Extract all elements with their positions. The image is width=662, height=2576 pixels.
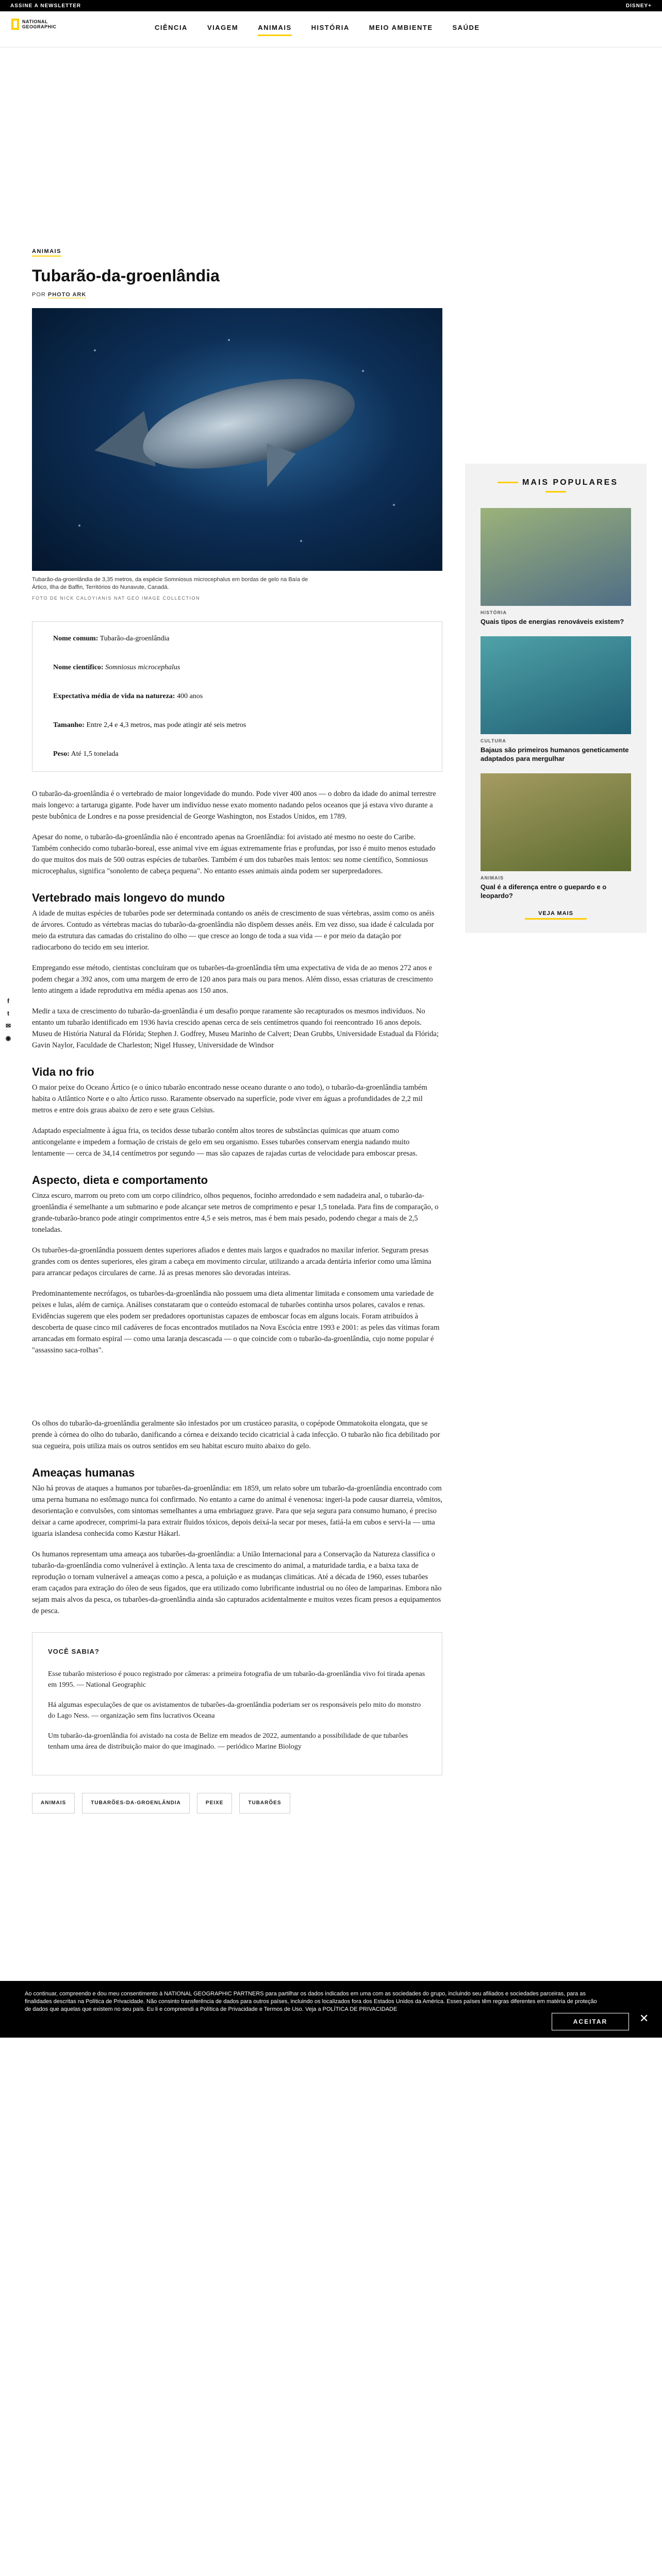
popular-item-category: ANIMAIS xyxy=(481,875,504,880)
byline xyxy=(32,292,442,298)
paragraph: Medir a taxa de crescimento do tubarão-da-groenlândia é um desafio porque raramente são recapturados os mesmos indivíduos. No entanto um tubarão identificado em 1936 havia crescido apenas cerca de seis centímetros quando foi reencontrado 16 anos depois. Museu de História Natural da Flórida; Stephen J. Godfrey, Museu Marinho de Calvert; Dean Grubbs, Universidade Estadual da Flórida; Gavin Naylor, Faculdade de Charleston; Nigel Hussey, Universidade de Windsor xyxy=(32,1007,439,1049)
email-icon[interactable]: ✉ xyxy=(5,1022,11,1029)
paragraph: Os humanos representam uma ameaça aos tubarões-da-groenlândia: a União Internacional para a Conservação da Natureza classifica o tubarão-da-groenlândia como vulnerável à extinção. A lenta taxa de crescimento do animal, a maturidade tardia, e a baixa taxa de reprodução o tornam vulnerável a ameaças como a pesca, a poluição e as mudanças climáticas. Até a década de 1960, esses tubarões eram caçados para extração do óleo de seus fígados, que era utilizado como lubrificante industrial ou no óleo de lamparinas. Embora não sejam mais alvos da pesca, os tubarões-da-groenlândia ainda são capturados acidentalmente e muitos vezes ficam presos a equipamentos de pesca. xyxy=(32,1550,442,1615)
nav-meio-ambiente[interactable]: MEIO AMBIENTE xyxy=(369,24,433,31)
shark-body-shape xyxy=(135,364,362,484)
tag-tubaroes[interactable]: TUBARÕES xyxy=(239,1793,290,1814)
section-heading: Vertebrado mais longevo do mundo xyxy=(32,891,225,904)
popular-item-category: CULTURA xyxy=(481,738,506,743)
tag-animais[interactable]: ANIMAIS xyxy=(32,1793,75,1814)
article-body xyxy=(32,788,442,1814)
did-you-know-item: Um tubarão-da-groenlândia foi avistado na costa de Belize em meados de 2022, aumentando a possibilidade de que tubarões tenham uma área de distribuição maior do que imaginado. — periódico Marine Biology xyxy=(48,1732,408,1751)
fact-lifespan xyxy=(53,692,429,701)
fact-label: Nome científico: xyxy=(53,664,104,671)
twitter-icon[interactable]: t xyxy=(7,1010,9,1017)
nav-historia[interactable]: HISTÓRIA xyxy=(311,24,350,31)
paragraph: Não há provas de ataques a humanos por tubarões-da-groenlândia: em 1859, um relato sobre um tubarão-da-groenlândia encontrado com uma perna humana no estômago nunca foi confirmado. No entanto a carne do animal é venenosa: ingeri-la pode causar diarreia, vômitos, desorientação e convulsões, com sintomas semelhantes a uma embriaguez grave. Para que seja segura para consumo humano, é preciso deixar a carne apodrecer, comprimi-la para extrair fluidos tóxicos, depois deixá-la secar por meses, fatiá-la em cubos e servi-la — uma iguaria islandesa conhecida como Kæstur Hákarl. xyxy=(32,1484,442,1538)
logo-line2: GEOGRAPHIC xyxy=(22,24,57,29)
popular-item-category: HISTÓRIA xyxy=(481,610,507,615)
fact-common-name xyxy=(53,634,429,643)
nav-viagem[interactable]: VIAGEM xyxy=(207,24,239,31)
article xyxy=(32,246,442,1814)
particle xyxy=(393,504,395,506)
paragraph: Os tubarões-da-groenlândia possuem dentes superiores afiados e dentes mais largos e quadrados no maxilar inferior. Seguram presas grandes com os dentes superiores, eles giram a cabeça em movimento circular, utilizando a arcada dentária inferior como uma lâmina para arrancar pedaços circulares de carne. Já as presas menores são devoradas inteiras. xyxy=(32,1246,432,1277)
facebook-icon[interactable]: f xyxy=(7,997,9,1005)
popular-item[interactable] xyxy=(481,636,631,763)
logo-line1: NATIONAL xyxy=(22,19,48,24)
paragraph: Apesar do nome, o tubarão-da-groenlândia não é encontrado apenas na Groenlândia: foi avistado até mesmo no oeste do Caribe. Também conhecido como tubarão-boreal, esse animal vive em águas extremamente frias e profundas, por isso é muito menos estudado do que muitos dos mais de 500 outras espécies de tubarões. Também é um dos tubarões mais lentos: seu nome científico, Somniosus microcephalus, significa "sonolento de cabeça pequena". No entanto esses animais ainda podem ser superpredadores. xyxy=(32,833,436,875)
yellow-frame-icon xyxy=(11,19,19,30)
disney-link[interactable]: DISNEY+ xyxy=(625,3,652,9)
cookie-banner xyxy=(0,1981,662,2038)
hero-image xyxy=(32,308,442,571)
nav-animais[interactable]: ANIMAIS xyxy=(258,24,291,36)
article-kicker[interactable]: ANIMAIS xyxy=(32,248,61,257)
particle xyxy=(228,339,230,341)
section-heading: Vida no frio xyxy=(32,1065,94,1078)
did-you-know-item: Esse tubarão misterioso é pouco registrado por câmeras: a primeira fotografia de um tubarão-da-groenlândia vivo foi tirada apenas em 1995. — National Geographic xyxy=(48,1670,425,1689)
fact-label: Nome comum: xyxy=(53,635,98,642)
particle xyxy=(362,370,364,372)
sidebar-title: MAIS POPULARES xyxy=(481,478,631,497)
fact-label: Expectativa média de vida na natureza: xyxy=(53,692,175,700)
fact-label: Tamanho: xyxy=(53,721,85,729)
popular-item-image[interactable] xyxy=(481,636,631,734)
fact-scientific-name xyxy=(53,663,429,672)
nav-saude[interactable]: SAÚDE xyxy=(452,24,480,31)
newsletter-link[interactable]: ASSINE A NEWSLETTER xyxy=(10,3,81,9)
ad-slot xyxy=(0,48,662,244)
photo-credit: FOTO DE NICK CALOYIANIS NAT GEO IMAGE COLLECTION xyxy=(32,596,201,601)
particle xyxy=(300,540,302,542)
did-you-know-title: VOCÊ SABIA? xyxy=(48,1648,100,1655)
fact-value: Somniosus microcephalus xyxy=(105,664,180,671)
popular-item-title[interactable]: Quais tipos de energias renováveis existem? xyxy=(481,618,624,625)
did-you-know-box xyxy=(32,1632,442,1775)
did-you-know-item: Há algumas especulações de que os avistamentos de tubarões-da-groenlândia poderiam ser os responsáveis pelo mito do monstro do Lago Ness. — organização sem fins lucrativos Oceana xyxy=(48,1701,421,1720)
particle xyxy=(94,349,96,351)
paragraph: Adaptado especialmente à água fria, os tecidos desse tubarão contêm altos teores de substâncias químicas que atuam como anticongelante e impedem a formação de cristais de gelo em seu organismo. Esses tubarões conservam energia nadando muito lentamente — cerca de 34,14 centímetros por segundo — mas são capazes de rajadas curtas de velocidade para emboscar presas. xyxy=(32,1127,418,1158)
natgeo-logo[interactable] xyxy=(11,19,57,30)
popular-item[interactable] xyxy=(481,508,631,626)
article-title: Tubarão-da-groenlândia xyxy=(32,266,220,285)
particle xyxy=(78,524,80,527)
paragraph: Os olhos do tubarão-da-groenlândia geralmente são infestados por um crustáceo parasita, o copépode Ommatokoita elongata, que se prende à córnea do olho do tubarão, danificando a córnea e deixando tecido cicatricial à cada infecção. O tubarão não fica debilitado por sua cegueira, pois utiliza mais os outros sentidos em seu habitat escuro muito abaixo do gelo. xyxy=(32,1419,440,1450)
fact-value: Entre 2,4 e 4,3 metros, mas pode atingir até seis metros xyxy=(86,721,246,729)
top-utility-bar xyxy=(0,0,662,11)
paragraph: Cinza escuro, marrom ou preto com um corpo cilíndrico, olhos pequenos, focinho arredondado e sem nadadeira anal, o tubarão-da-groenlândia é semelhante a um submarino e pode alcançar sete metros de comprimento e pesar 1,5 tonelada. Para fins de comparação, o grande-tubarão-branco pode atingir comprimentos entre 4,5 e seis metros, mas é bem mais pesado, podendo chegar a mais de 2,5 toneladas. xyxy=(32,1192,439,1234)
paragraph: Predominantemente necrófagos, os tubarões-da-groenlândia não possuem uma dieta alimentar limitada e consomem uma variedade de peixes e lulas, além de carniça. Análises constataram que o conteúdo estomacal de tubarões continha ursos polares, cavalos e renas. Evidências sugerem que eles podem ser predadores oportunistas capazes de emboscar focas em alguns locais. Foram atribuídos à descoberta de quase cinco mil cadáveres de focas encontrados mutilados na Nova Escócia entre 1993 e 2001: as peles das vítimas foram arrancadas em formato espiral — como uma laranja descascada — o que coincide com o tubarão-da-groenlândia, cujo nome popular é "assassino saca-rolhas". xyxy=(32,1290,440,1354)
paragraph: Empregando esse método, cientistas concluíram que os tubarões-da-groenlândia têm uma expectativa de vida de ao menos 272 anos e podem chegar a 392 anos, com uma margem de erro de 120 anos para mais ou para menos. Além disso, essas criaturas de crescimento lento atingem a idade reprodutiva em média apenas aos 150 anos. xyxy=(32,964,433,995)
fact-value: Até 1,5 tonelada xyxy=(71,750,119,758)
paragraph: A idade de muitas espécies de tubarões pode ser determinada contando os anéis de crescimento de suas vértebras, assim como os anéis de árvores. Contudo as vértebras macias do tubarão-da-groenlândia não dispõem desses anéis. Em vez disso, sua idade é calculada por meio da estrutura das camadas do cristalino do olho — que cresce ao longo de toda a sua vida — e por meio da datação por radiocarbono do tecido em seu interior. xyxy=(32,909,435,952)
accept-cookies-button[interactable]: ACEITAR xyxy=(552,2013,629,2030)
section-heading: Ameaças humanas xyxy=(32,1466,135,1479)
popular-item-image[interactable] xyxy=(481,508,631,606)
whatsapp-icon[interactable]: ◉ xyxy=(5,1035,11,1042)
popular-item-title[interactable]: Bajaus são primeiros humanos geneticamente adaptados para mergulhar xyxy=(481,746,629,762)
fact-value: 400 anos xyxy=(177,692,203,700)
see-more-link[interactable]: VEJA MAIS xyxy=(525,910,587,920)
tag-list xyxy=(32,1793,442,1814)
paragraph: O tubarão-da-groenlândia é o vertebrado de maior longevidade do mundo. Pode viver 400 anos — o dobro da idade do animal terrestre mais longevo: a tartaruga gigante. Pode haver um indivíduo nesse exato momento nadando pelos oceanos que já estava vivo durante a peste bubônica de Londres e na posse presidencial de George Washington, nos Estados Unidos, em 1789. xyxy=(32,790,436,821)
fact-label: Peso: xyxy=(53,750,70,758)
tag-tubaroes-groenlandia[interactable]: TUBARÕES-DA-GROENLÂNDIA xyxy=(82,1793,190,1814)
fact-box xyxy=(32,621,442,772)
fact-weight xyxy=(53,750,429,759)
nav-ciencia[interactable]: CIÊNCIA xyxy=(155,24,188,31)
paragraph: O maior peixe do Oceano Ártico (e o único tubarão encontrado nesse oceano durante o ano todo), o tubarão-da-groenlândia também habita o Atlântico Norte e o alto Ártico russo. Raramente observado na superfície, pode viver em águas a profundidades de 2,2 mil metros e entre dois graus abaixo de zero e sete graus Celsius. xyxy=(32,1083,427,1114)
cookie-text: Ao continuar, compreendo e dou meu consentimento à NATIONAL GEOGRAPHIC PARTNERS para partilhar os dados indicados em uma com as sociedades do grupo, incluindo seu afiliados e sociedades parceiras, para as finalidades descritas na Política de Privacidade. Não consinto transferência de dados para outros países, incluindo os localizados fora dos Estados Unidos da América. Esses países têm regras diferentes em matéria de proteção de dados que aquelas que existem no seu país. Eu li e compreendi a Política de Privacidade e Termos de Uso. Veja a POLÍTICA DE PRIVACIDADE xyxy=(25,1991,597,2012)
close-icon[interactable]: ✕ xyxy=(639,2012,649,2025)
hero-caption: Tubarão-da-groenlândia de 3,35 metros, da espécie Somniosus microcephalus em bordas de gelo na Baía de Ártico, Ilha de Baffin, Territórios do Nunavute, Canadá. xyxy=(32,577,308,590)
tag-peixe[interactable]: PEIXE xyxy=(197,1793,232,1814)
section-heading: Aspecto, dieta e comportamento xyxy=(32,1174,208,1187)
popular-sidebar xyxy=(465,464,647,933)
popular-item-image[interactable] xyxy=(481,773,631,871)
site-header xyxy=(0,11,662,47)
byline-author[interactable]: PHOTO ARK xyxy=(47,292,87,298)
byline-prefix: POR xyxy=(32,292,46,298)
main-nav xyxy=(155,24,480,36)
fact-size xyxy=(53,721,429,730)
popular-item[interactable] xyxy=(481,773,631,900)
popular-item-title[interactable]: Qual é a diferença entre o guepardo e o leopardo? xyxy=(481,883,607,900)
fact-value: Tubarão-da-groenlândia xyxy=(100,635,170,642)
share-bar xyxy=(4,997,12,1042)
